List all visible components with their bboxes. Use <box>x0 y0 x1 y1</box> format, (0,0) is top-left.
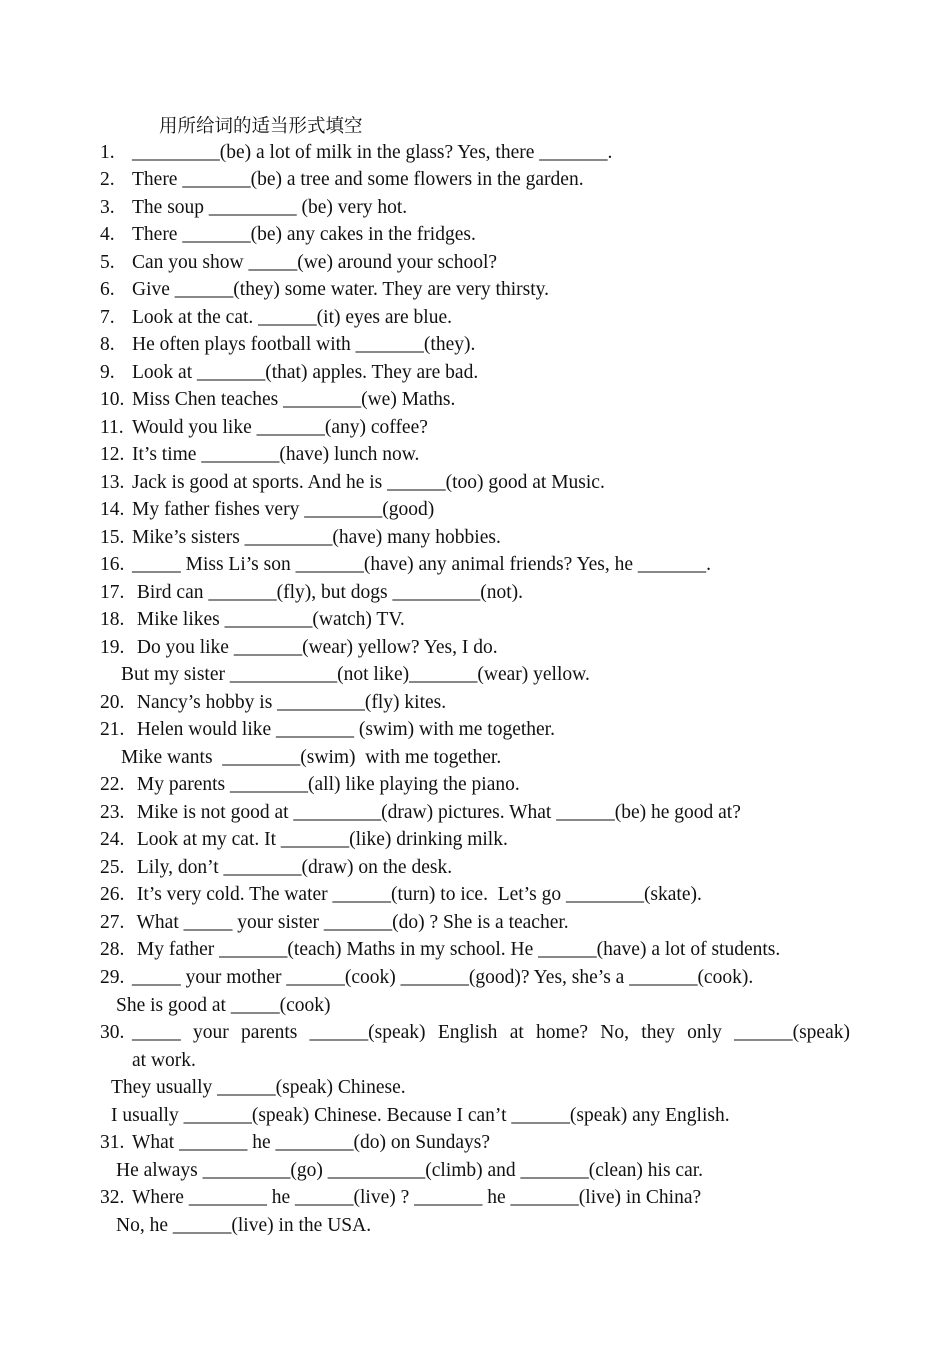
exercise-line <box>0 443 950 467</box>
exercise-text: Miss Chen teaches ________(we) Maths. <box>132 389 456 410</box>
exercise-text: Lily, don’t ________(draw) on the desk. <box>132 857 453 878</box>
exercise-number: 32. <box>100 1187 125 1208</box>
exercise-number: 26. <box>100 884 125 905</box>
exercise-text: The soup _________ (be) very hot. <box>132 197 408 218</box>
exercise-text: _________(be) a lot of milk in the glass? Yes, there _______. <box>132 142 613 163</box>
exercise-line <box>0 333 950 357</box>
exercise-line <box>0 636 950 660</box>
exercise-number: 8. <box>100 334 115 355</box>
exercise-number: 22. <box>100 774 125 795</box>
exercise-line <box>0 1186 950 1210</box>
exercise-text: Would you like _______(any) coffee? <box>132 417 428 438</box>
exercise-number: 9. <box>100 362 115 383</box>
exercise-text: Bird can _______(fly), but dogs _________(not). <box>132 582 524 603</box>
exercise-line <box>0 938 950 962</box>
exercise-line <box>0 471 950 495</box>
exercise-line <box>0 773 950 797</box>
exercise-text: What _____ your sister _______(do) ? She is a teacher. <box>132 912 569 933</box>
exercise-text: Mike is not good at _________(draw) pictures. What ______(be) he good at? <box>132 802 741 823</box>
exercise-line <box>0 498 950 522</box>
exercise-line <box>0 251 950 275</box>
exercise-line <box>0 278 950 302</box>
exercise-line <box>0 691 950 715</box>
exercise-line <box>0 663 950 687</box>
exercise-line <box>0 746 950 770</box>
exercise-line <box>0 306 950 330</box>
exercise-line <box>0 141 950 165</box>
exercise-text: _____ Miss Li’s son _______(have) any animal friends? Yes, he _______. <box>132 554 711 575</box>
exercise-text: My parents ________(all) like playing the piano. <box>132 774 520 795</box>
exercise-number: 2. <box>100 169 115 190</box>
exercise-text: Look at the cat. ______(it) eyes are blue. <box>132 307 453 328</box>
exercise-text: Where ________ he ______(live) ? _______ he _______(live) in China? <box>132 1187 702 1208</box>
exercise-number: 31. <box>100 1132 125 1153</box>
exercise-number: 24. <box>100 829 125 850</box>
exercise-number: 18. <box>100 609 125 630</box>
exercise-text: He often plays football with _______(they). <box>132 334 476 355</box>
exercise-text: Mike likes _________(watch) TV. <box>132 609 405 630</box>
exercise-text: Can you show _____(we) around your school? <box>132 252 498 273</box>
exercise-number: 5. <box>100 252 115 273</box>
exercise-text: What _______ he ________(do) on Sundays? <box>132 1132 490 1153</box>
exercise-text: They usually ______(speak) Chinese. <box>111 1077 406 1098</box>
exercise-line <box>0 416 950 440</box>
exercise-number: 3. <box>100 197 115 218</box>
exercise-line <box>0 883 950 907</box>
exercise-line <box>0 1104 950 1128</box>
exercise-line <box>0 1076 950 1100</box>
exercise-text: There _______(be) any cakes in the fridges. <box>132 224 476 245</box>
exercise-text: _____ your mother ______(cook) _______(good)? Yes, she’s a _______(cook). <box>132 967 754 988</box>
exercise-line <box>0 1214 950 1238</box>
exercise-line <box>0 1131 950 1155</box>
exercise-text: But my sister ___________(not like)_______(wear) yellow. <box>121 664 590 685</box>
exercise-text: My father fishes very ________(good) <box>132 499 435 520</box>
exercise-text: Mike wants ________(swim) with me together. <box>121 747 502 768</box>
exercise-number: 27. <box>100 912 125 933</box>
exercise-number: 28. <box>100 939 125 960</box>
exercise-text: I usually _______(speak) Chinese. Because I can’t ______(speak) any English. <box>111 1105 730 1126</box>
exercise-number: 16. <box>100 554 125 575</box>
exercise-line <box>0 1049 950 1073</box>
exercise-number: 13. <box>100 472 125 493</box>
exercise-text: It’s time ________(have) lunch now. <box>132 444 420 465</box>
exercise-line <box>0 828 950 852</box>
worksheet-title: 用所给词的适当形式填空 <box>159 116 363 137</box>
exercise-number: 12. <box>100 444 125 465</box>
exercise-text: Do you like _______(wear) yellow? Yes, I do. <box>132 637 498 658</box>
exercise-number: 20. <box>100 692 125 713</box>
exercise-number: 11. <box>100 417 124 438</box>
exercise-text: Mike’s sisters _________(have) many hobbies. <box>132 527 501 548</box>
exercise-text: My father _______(teach) Maths in my school. He ______(have) a lot of students. <box>132 939 781 960</box>
exercise-text: Give ______(they) some water. They are very thirsty. <box>132 279 549 300</box>
exercise-line <box>0 994 950 1018</box>
exercise-number: 10. <box>100 389 125 410</box>
exercise-text: Jack is good at sports. And he is ______(too) good at Music. <box>132 472 605 493</box>
exercise-line <box>0 526 950 550</box>
exercise-text: _____ your parents ______(speak) English at home? No, they only ______(speak) <box>132 1022 850 1043</box>
exercise-number: 23. <box>100 802 125 823</box>
exercise-number: 29. <box>100 967 125 988</box>
exercise-line <box>0 388 950 412</box>
exercise-line <box>0 223 950 247</box>
exercise-line <box>0 168 950 192</box>
exercise-line <box>0 581 950 605</box>
exercise-text: He always _________(go) __________(climb) and _______(clean) his car. <box>116 1160 704 1181</box>
exercise-number: 6. <box>100 279 115 300</box>
exercise-text: She is good at _____(cook) <box>116 995 331 1016</box>
exercise-line <box>0 966 950 990</box>
exercise-line <box>0 1159 950 1183</box>
exercise-number: 15. <box>100 527 125 548</box>
exercise-number: 7. <box>100 307 115 328</box>
exercise-number: 4. <box>100 224 115 245</box>
exercise-text: No, he ______(live) in the USA. <box>116 1215 372 1236</box>
exercise-number: 30. <box>100 1022 125 1043</box>
exercise-line <box>0 608 950 632</box>
exercise-line <box>0 196 950 220</box>
exercise-line <box>0 801 950 825</box>
exercise-line <box>0 911 950 935</box>
exercise-text: Look at my cat. It _______(like) drinking milk. <box>132 829 508 850</box>
exercise-text: Look at _______(that) apples. They are bad. <box>132 362 479 383</box>
exercise-line <box>0 553 950 577</box>
exercise-text: It’s very cold. The water ______(turn) to ice. Let’s go ________(skate). <box>132 884 702 905</box>
exercise-number: 1. <box>100 142 115 163</box>
exercise-text: There _______(be) a tree and some flowers in the garden. <box>132 169 584 190</box>
exercise-text: Helen would like ________ (swim) with me together. <box>132 719 555 740</box>
exercise-text: at work. <box>132 1050 196 1071</box>
exercise-line <box>0 718 950 742</box>
exercise-number: 14. <box>100 499 125 520</box>
exercise-number: 19. <box>100 637 125 658</box>
exercise-number: 21. <box>100 719 125 740</box>
exercise-number: 25. <box>100 857 125 878</box>
exercise-line <box>0 1021 950 1045</box>
exercise-line <box>0 856 950 880</box>
exercise-text: Nancy’s hobby is _________(fly) kites. <box>132 692 447 713</box>
exercise-line <box>0 361 950 385</box>
exercise-number: 17. <box>100 582 125 603</box>
